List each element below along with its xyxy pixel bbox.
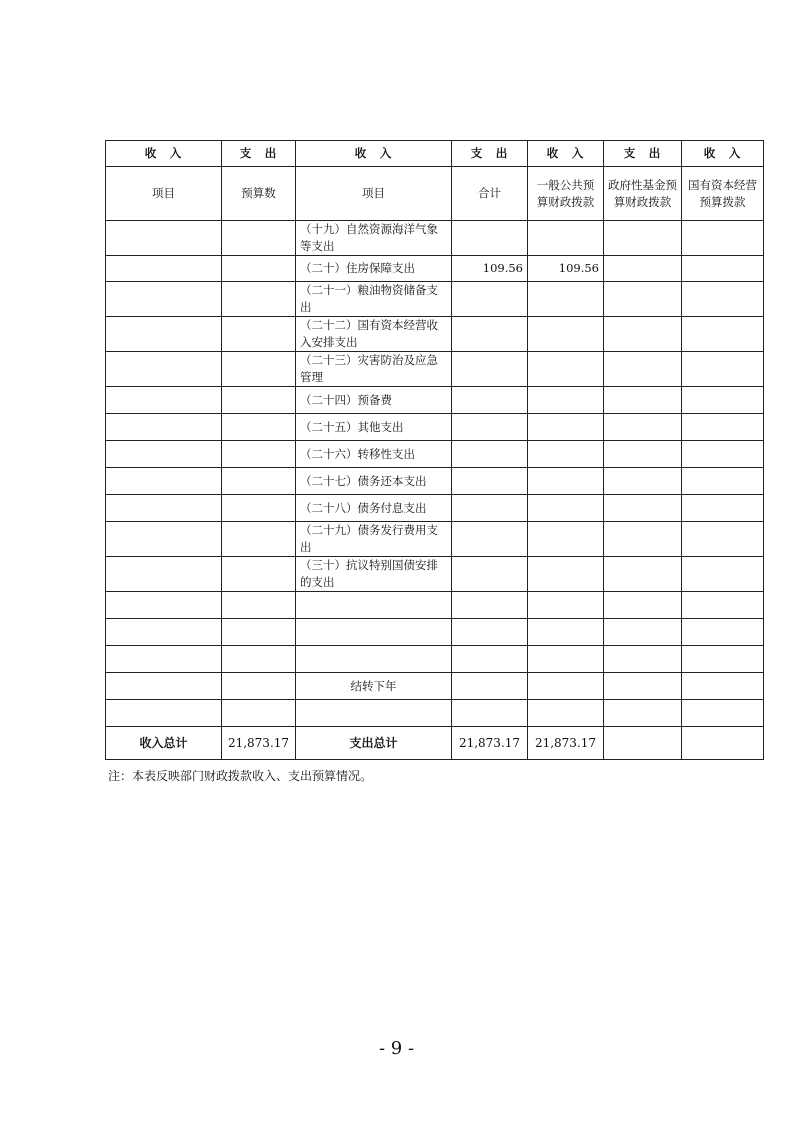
column-header: 政府性基金预算财政拨款 (604, 167, 682, 221)
table-cell (222, 352, 296, 387)
table-cell: 109.56 (528, 256, 604, 282)
table-cell (604, 522, 682, 557)
table-cell (296, 700, 452, 727)
table-cell (682, 441, 764, 468)
column-header: 项目 (296, 167, 452, 221)
expense-total-label: 支出总计 (296, 727, 452, 760)
table-cell (452, 646, 528, 673)
table-cell (106, 282, 222, 317)
table-row (106, 317, 764, 352)
table-cell (106, 522, 222, 557)
table-cell (528, 619, 604, 646)
table-row (106, 352, 764, 387)
table-cell (682, 700, 764, 727)
table-cell (604, 352, 682, 387)
table-cell (528, 317, 604, 352)
expense-general-value: 21,873.17 (528, 727, 604, 760)
table-row (106, 414, 764, 441)
table-cell (222, 221, 296, 256)
table-cell (106, 700, 222, 727)
table-row (106, 646, 764, 673)
totals-row (106, 727, 764, 760)
table-cell (296, 619, 452, 646)
table-cell (106, 468, 222, 495)
table-cell (604, 619, 682, 646)
table-cell: （二十六）转移性支出 (296, 441, 452, 468)
table-cell: （二十）住房保障支出 (296, 256, 452, 282)
table-cell (296, 646, 452, 673)
header-cell: 支 出 (222, 141, 296, 167)
table-cell (106, 441, 222, 468)
table-cell (604, 700, 682, 727)
table-cell: （二十五）其他支出 (296, 414, 452, 441)
table-cell (528, 468, 604, 495)
table-cell (682, 352, 764, 387)
table-cell (452, 221, 528, 256)
table-cell (296, 592, 452, 619)
page-number: - 9 - (378, 1038, 415, 1059)
table-row (106, 557, 764, 592)
column-header: 一般公共预算财政拨款 (528, 167, 604, 221)
table-cell (528, 522, 604, 557)
table-cell (604, 221, 682, 256)
table-cell (452, 387, 528, 414)
table-cell (682, 495, 764, 522)
table-cell (528, 646, 604, 673)
table-cell (604, 557, 682, 592)
table-cell (682, 673, 764, 700)
table-cell (528, 673, 604, 700)
table-cell (106, 387, 222, 414)
table-cell (604, 673, 682, 700)
table-cell (222, 441, 296, 468)
table-cell (222, 522, 296, 557)
table-cell: （二十三）灾害防治及应急管理 (296, 352, 452, 387)
table-cell (604, 441, 682, 468)
income-total-value: 21,873.17 (222, 727, 296, 760)
table-cell (222, 646, 296, 673)
table-cell (452, 495, 528, 522)
table-row (106, 221, 764, 256)
table-cell (106, 646, 222, 673)
table-cell (528, 387, 604, 414)
table-cell (682, 468, 764, 495)
table-cell (682, 592, 764, 619)
table-cell (682, 221, 764, 256)
table-cell (106, 557, 222, 592)
table-cell: （二十二）国有资本经营收入安排支出 (296, 317, 452, 352)
table-cell (452, 557, 528, 592)
table-cell (106, 673, 222, 700)
table-cell: 109.56 (452, 256, 528, 282)
table-cell (452, 673, 528, 700)
table-row (106, 468, 764, 495)
table-row (106, 441, 764, 468)
table-cell (452, 619, 528, 646)
table-cell (682, 256, 764, 282)
table-cell (222, 673, 296, 700)
table-cell (222, 387, 296, 414)
table-cell (528, 441, 604, 468)
table-cell (682, 387, 764, 414)
table-cell (604, 727, 682, 760)
table-cell (604, 468, 682, 495)
header-cell: 收 入 (296, 141, 452, 167)
table-cell (682, 414, 764, 441)
table-cell (222, 557, 296, 592)
table-row (106, 592, 764, 619)
table-cell (222, 282, 296, 317)
table-cell (682, 522, 764, 557)
table-cell: 结转下年 (296, 673, 452, 700)
table-cell (452, 414, 528, 441)
header-cell: 收 入 (528, 141, 604, 167)
table-cell: （二十四）预备费 (296, 387, 452, 414)
header-row-2 (106, 167, 764, 221)
table-row (106, 282, 764, 317)
column-header: 项目 (106, 167, 222, 221)
table-cell (452, 522, 528, 557)
table-cell (222, 592, 296, 619)
table-cell (528, 414, 604, 441)
table-cell (106, 256, 222, 282)
table-cell (528, 557, 604, 592)
table-cell (604, 256, 682, 282)
table-cell (106, 619, 222, 646)
table-cell (682, 282, 764, 317)
table-note: 注：本表反映部门财政拨款收入、支出预算情况。 (108, 769, 373, 783)
table-row (106, 522, 764, 557)
table-cell (106, 352, 222, 387)
header-row-1 (106, 141, 764, 167)
table-cell (222, 317, 296, 352)
table-cell (452, 441, 528, 468)
table-cell (106, 414, 222, 441)
table-cell (452, 592, 528, 619)
table-row (106, 673, 764, 700)
table-cell: （二十八）债务付息支出 (296, 495, 452, 522)
table-cell (528, 352, 604, 387)
table-cell (106, 495, 222, 522)
table-cell (106, 592, 222, 619)
table-row (106, 619, 764, 646)
table-cell: （二十九）债务发行费用支出 (296, 522, 452, 557)
table-cell (222, 468, 296, 495)
income-total-label: 收入总计 (106, 727, 222, 760)
table-cell (452, 352, 528, 387)
table-cell (682, 557, 764, 592)
table-cell (528, 700, 604, 727)
table-cell (106, 317, 222, 352)
table-row (106, 700, 764, 727)
table-cell (604, 317, 682, 352)
table-cell (222, 700, 296, 727)
table-cell (222, 414, 296, 441)
table-cell (682, 317, 764, 352)
column-header: 国有资本经营预算拨款 (682, 167, 764, 221)
table-cell (604, 592, 682, 619)
table-row (106, 495, 764, 522)
table-cell (528, 221, 604, 256)
table-cell (682, 619, 764, 646)
table-cell (222, 619, 296, 646)
column-header: 合计 (452, 167, 528, 221)
table-row (106, 387, 764, 414)
header-cell: 支 出 (452, 141, 528, 167)
expense-total-value: 21,873.17 (452, 727, 528, 760)
table-cell (528, 592, 604, 619)
table-cell: （十九）自然资源海洋气象等支出 (296, 221, 452, 256)
table-cell (604, 387, 682, 414)
table-cell (682, 646, 764, 673)
header-cell: 收 入 (106, 141, 222, 167)
column-header: 预算数 (222, 167, 296, 221)
budget-table (105, 140, 764, 760)
table-cell (604, 282, 682, 317)
table-cell (604, 646, 682, 673)
table-cell (682, 727, 764, 760)
table-cell (452, 282, 528, 317)
header-cell: 收 入 (682, 141, 764, 167)
table-cell (452, 700, 528, 727)
table-cell (222, 256, 296, 282)
table-cell (604, 495, 682, 522)
table-cell (452, 468, 528, 495)
table-cell (106, 221, 222, 256)
table-cell: （二十七）债务还本支出 (296, 468, 452, 495)
header-cell: 支 出 (604, 141, 682, 167)
table-row (106, 256, 764, 282)
table-cell (528, 495, 604, 522)
table-cell (222, 495, 296, 522)
table-cell (452, 317, 528, 352)
table-cell: （三十）抗议特别国债安排的支出 (296, 557, 452, 592)
table-cell (604, 414, 682, 441)
table-cell (528, 282, 604, 317)
table-cell: （二十一）粮油物资储备支出 (296, 282, 452, 317)
